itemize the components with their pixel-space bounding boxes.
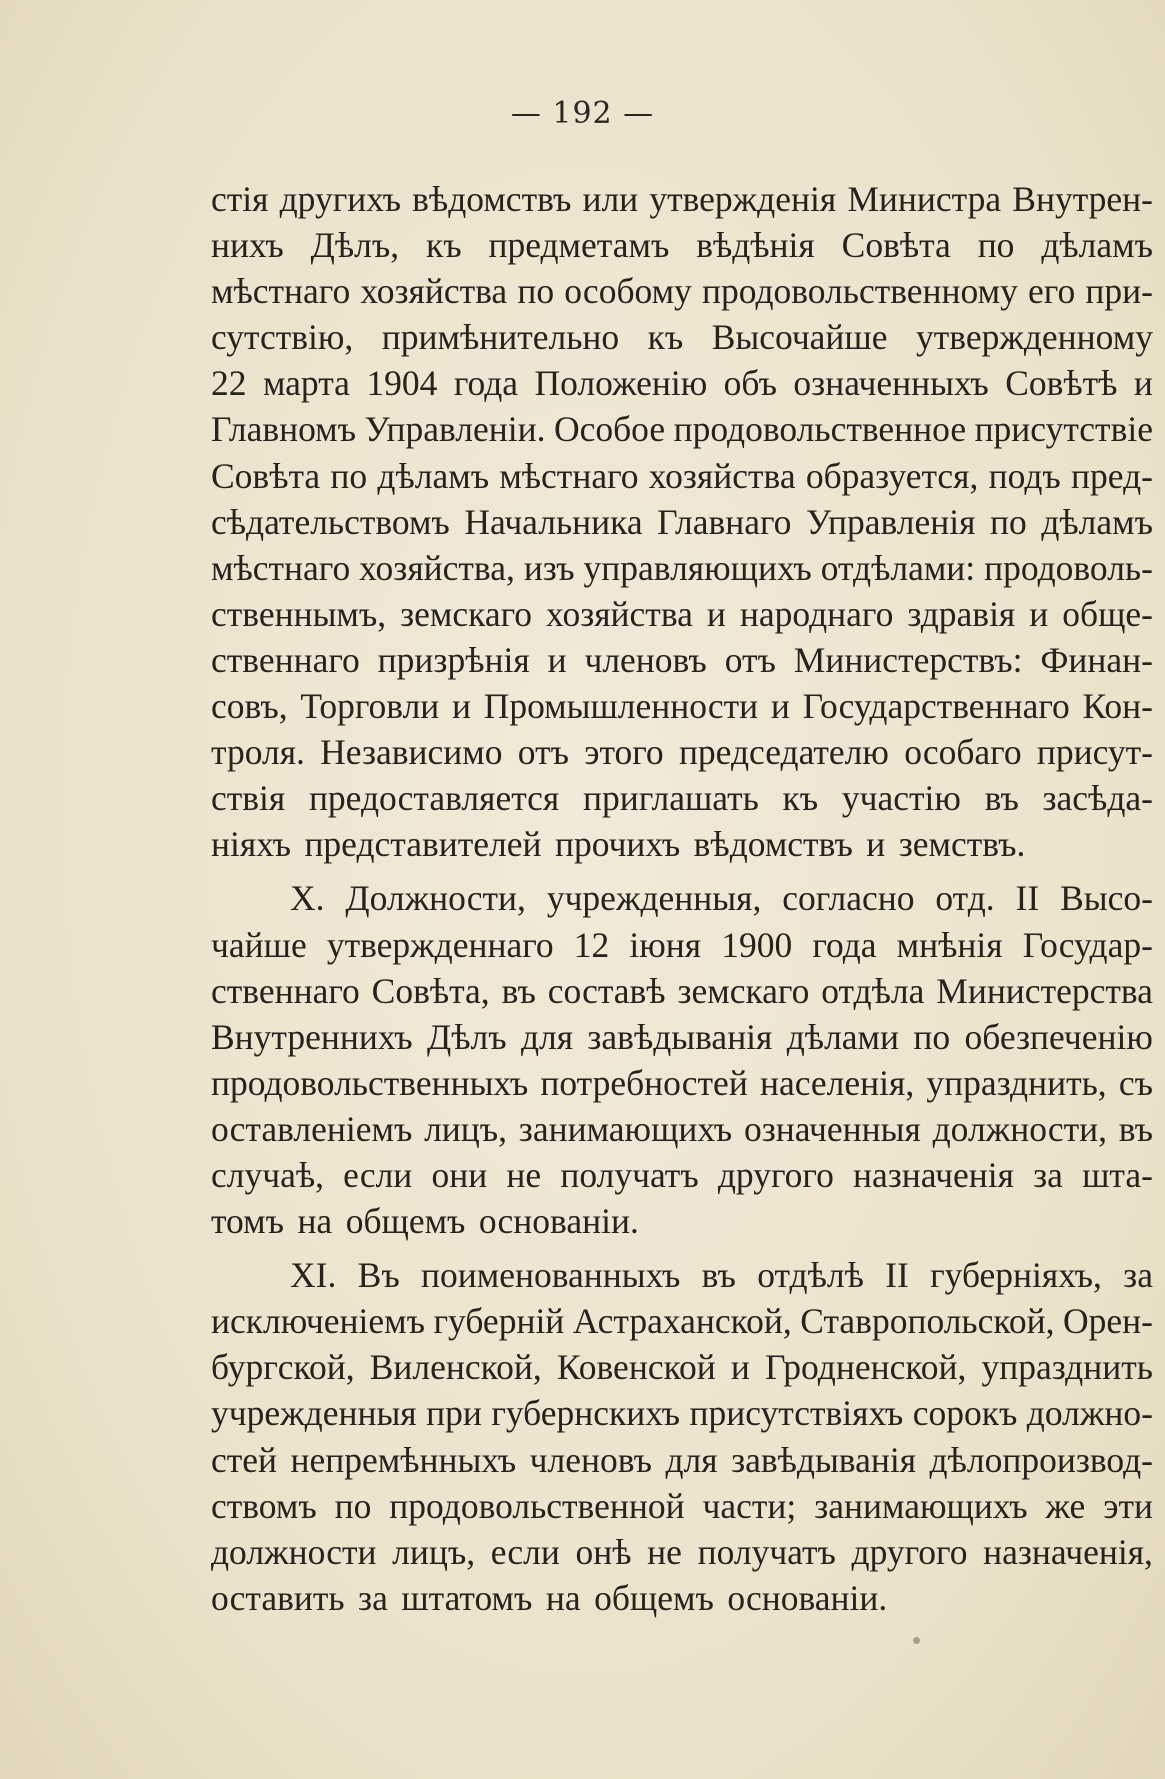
word: и — [866, 824, 886, 865]
word: обще- — [1062, 593, 1153, 634]
text-line — [211, 545, 1153, 591]
text-line — [211, 637, 1153, 683]
word: они — [431, 1154, 488, 1195]
word: представителей — [304, 824, 542, 865]
word: Министра — [847, 179, 1002, 219]
word: же — [1045, 1485, 1086, 1526]
word: и — [706, 593, 726, 634]
word: губерній — [433, 1301, 565, 1342]
text-line — [211, 360, 1153, 406]
word: пред- — [1071, 455, 1153, 496]
text-line — [211, 1060, 1153, 1106]
word: оставить — [211, 1577, 345, 1618]
word: должности — [211, 1531, 377, 1572]
word: утвержденнаго — [326, 924, 554, 965]
word: Торговли — [300, 686, 440, 727]
word: должно- — [1026, 1393, 1153, 1434]
word: марта — [262, 363, 350, 404]
document-body — [211, 176, 1153, 1621]
word: обезпеченію — [964, 1016, 1153, 1057]
word: губерніяхъ, — [930, 1255, 1102, 1296]
word: отдѣлѣ — [757, 1255, 864, 1296]
word: Главномъ — [211, 409, 356, 450]
word: части; — [702, 1485, 797, 1526]
word: отдѣла — [821, 970, 925, 1011]
word: завѣдыванія — [587, 1016, 773, 1057]
word: II — [885, 1255, 909, 1296]
word: ствомъ — [211, 1485, 317, 1526]
word: Кон- — [1082, 686, 1153, 727]
word: особаго — [904, 732, 1022, 773]
word: продовольственной — [389, 1485, 685, 1526]
word: Министерства — [936, 970, 1153, 1011]
text-line — [211, 1152, 1153, 1198]
word: 22 — [211, 363, 247, 404]
word: общемъ — [345, 1201, 466, 1242]
word: Орен- — [1063, 1301, 1153, 1342]
word: ніяхъ — [211, 824, 291, 865]
word: общемъ — [594, 1577, 714, 1618]
word: сутствію, — [211, 317, 354, 358]
word: вѣдомствъ — [693, 824, 853, 865]
word: дѣламъ — [377, 455, 490, 496]
word: учрежденныя, — [546, 878, 762, 919]
word: за — [358, 1577, 388, 1618]
word: при — [426, 1393, 482, 1434]
word: призрѣнія — [377, 639, 530, 680]
word: шта- — [1082, 1154, 1153, 1195]
word: утвержденному — [916, 317, 1153, 358]
word: ственнаго — [211, 639, 360, 680]
word: дѣламъ — [1041, 225, 1153, 266]
word: Дѣлъ, — [310, 225, 400, 266]
word: Совѣта — [841, 225, 951, 266]
word: хозяйства — [360, 271, 508, 312]
word: онѣ — [575, 1531, 632, 1572]
word: ственнымъ, — [211, 593, 387, 634]
word: этого — [584, 732, 664, 773]
word: къ — [647, 317, 684, 358]
word: здравія — [907, 593, 1016, 634]
word: Положенію — [534, 363, 708, 404]
word: къ — [782, 778, 819, 819]
word: іюня — [629, 924, 702, 965]
word: совъ, — [211, 686, 288, 727]
page-number: — 192 — — [510, 96, 655, 131]
text-line — [211, 922, 1153, 968]
word: продовольственныхъ — [211, 1062, 529, 1103]
word: согласно — [782, 878, 915, 919]
word: сорокъ — [912, 1393, 1018, 1434]
word: Государственнаго — [802, 686, 1070, 727]
word: по — [977, 225, 1015, 266]
text-line — [211, 1483, 1153, 1529]
word: или — [582, 179, 639, 219]
word: особому — [564, 271, 692, 312]
paragraph-gap — [211, 1244, 1153, 1252]
text-line — [211, 821, 1153, 867]
text-line — [211, 1106, 1153, 1152]
word: Главнаго — [657, 501, 792, 542]
word: управляющихъ — [583, 547, 812, 588]
word: чайше — [211, 924, 307, 965]
word: не — [506, 1154, 542, 1195]
paragraph — [211, 176, 1153, 867]
word: и — [730, 1347, 750, 1388]
word: томъ — [211, 1201, 284, 1242]
word: приглашать — [582, 778, 759, 819]
word: штатомъ — [401, 1577, 533, 1618]
text-line — [211, 1390, 1153, 1436]
word: примѣнительно — [381, 317, 620, 358]
word: Министерствъ: — [793, 639, 1023, 680]
word: по — [990, 501, 1027, 542]
text-line — [211, 1014, 1153, 1060]
word: и — [1029, 593, 1049, 634]
word: упразднить — [981, 1347, 1153, 1388]
word: Начальника — [464, 501, 643, 542]
word: если — [343, 1154, 413, 1195]
word: Совѣтѣ — [1005, 363, 1118, 404]
word: занимающихъ — [518, 1108, 733, 1149]
word: случаѣ, — [211, 1154, 324, 1195]
word: Финан- — [1040, 639, 1153, 680]
paragraph — [211, 1252, 1153, 1621]
word: хозяйства — [648, 455, 796, 496]
text-line — [211, 591, 1153, 637]
word: должности, — [932, 1108, 1107, 1149]
word: Гродненской, — [765, 1347, 967, 1388]
word: при- — [1085, 271, 1153, 312]
word: Должности, — [345, 878, 526, 919]
text-line — [211, 176, 1153, 222]
word: предоставляется — [308, 778, 560, 819]
word: учрежденныя — [211, 1393, 417, 1434]
word: членовъ — [584, 639, 707, 680]
word: если — [490, 1531, 560, 1572]
word: мнѣнія — [896, 924, 1003, 965]
word: непремѣнныхъ — [290, 1439, 517, 1480]
word: года — [453, 363, 519, 404]
word: назначенія, — [983, 1531, 1153, 1572]
text-line — [211, 314, 1153, 360]
word: потребностей — [540, 1062, 748, 1103]
word: земскаго — [677, 970, 810, 1011]
word: года — [812, 924, 877, 965]
word: другого — [851, 1531, 968, 1572]
word: другого — [717, 1154, 834, 1195]
word: бургской, — [211, 1347, 355, 1388]
word: къ — [425, 225, 462, 266]
word: за — [1033, 1154, 1063, 1195]
word: Независимо — [320, 732, 503, 773]
word: земствъ. — [898, 824, 1026, 865]
word: губернскихъ — [491, 1393, 681, 1434]
word: Внутрен- — [1012, 179, 1153, 219]
word: поименованныхъ — [420, 1255, 681, 1296]
word: и — [770, 686, 790, 727]
word: вѣдомствъ — [412, 179, 572, 219]
word: стей — [211, 1439, 278, 1480]
word: на — [545, 1577, 581, 1618]
word: оставленіемъ — [211, 1108, 413, 1149]
word: хозяйства, — [359, 547, 515, 588]
word: на — [297, 1201, 333, 1242]
paragraph-gap — [211, 867, 1153, 875]
word: эти — [1103, 1485, 1153, 1526]
word: населенія, — [759, 1062, 915, 1103]
word: Ковенской — [556, 1347, 716, 1388]
text-line — [211, 499, 1153, 545]
word: подъ — [988, 455, 1061, 496]
word: Управленія — [805, 501, 976, 542]
word: предметамъ — [488, 225, 670, 266]
text-line — [211, 1344, 1153, 1390]
word: продовольственное — [673, 409, 967, 450]
word: Виленской, — [369, 1347, 542, 1388]
word: председателю — [678, 732, 889, 773]
text-line — [211, 875, 1153, 921]
word: продоволь- — [984, 547, 1153, 588]
word: получатъ — [560, 1154, 699, 1195]
text-line — [211, 729, 1153, 775]
word: Высочайше — [711, 317, 888, 358]
word: въ — [501, 970, 536, 1011]
text-line — [211, 1198, 1153, 1244]
word: занимающихъ — [814, 1485, 1028, 1526]
word: земскаго — [400, 593, 533, 634]
word: продовольственному — [701, 271, 1018, 312]
word: народнаго — [739, 593, 894, 634]
word: другихъ — [279, 179, 402, 219]
word: троля. — [211, 732, 305, 773]
word: засѣда- — [1042, 778, 1153, 819]
word: присутствіяхъ — [689, 1393, 904, 1434]
word: мѣстнаго — [211, 547, 351, 588]
word: присут- — [1036, 732, 1153, 773]
word: Управленіи. — [364, 409, 546, 450]
word: въ — [1118, 1108, 1153, 1149]
word: Промышленности — [483, 686, 759, 727]
text-line — [211, 222, 1153, 268]
word: ственнаго — [211, 970, 360, 1011]
word: получатъ — [697, 1531, 836, 1572]
word: объ — [723, 363, 777, 404]
word: и — [547, 639, 567, 680]
word: прочихъ — [554, 824, 681, 865]
word: означенныя — [743, 1108, 921, 1149]
word: по — [334, 1485, 372, 1526]
word: изъ — [523, 547, 575, 588]
word: 1900 — [721, 924, 793, 965]
word: Дѣлъ — [427, 1016, 507, 1057]
word: отъ — [517, 732, 569, 773]
word: составѣ — [547, 970, 666, 1011]
word: для — [520, 1016, 574, 1057]
word: лицъ, — [392, 1531, 476, 1572]
word: Особое — [553, 409, 666, 450]
word: завѣдыванія — [731, 1439, 917, 1480]
word: его — [1028, 271, 1076, 312]
word: мѣстнаго — [211, 271, 351, 312]
word: сѣдательствомъ — [211, 501, 450, 542]
text-line — [211, 968, 1153, 1014]
paragraph — [211, 875, 1153, 1244]
text-line — [211, 1575, 1153, 1621]
text-line — [211, 1252, 1153, 1298]
word: Астраханской, — [572, 1301, 792, 1342]
word: лицъ, — [424, 1108, 508, 1149]
word: стія — [211, 179, 269, 219]
word: и — [451, 686, 471, 727]
text-line — [211, 1437, 1153, 1483]
word: дѣлопроизвод- — [929, 1439, 1153, 1480]
word: по — [330, 455, 368, 496]
word: назначенія — [853, 1154, 1014, 1195]
word: не — [647, 1531, 682, 1572]
word: утвержденія — [649, 179, 837, 219]
word: Совѣта, — [371, 970, 490, 1011]
text-line — [211, 683, 1153, 729]
word: XI. — [290, 1255, 337, 1296]
word: отъ — [724, 639, 776, 680]
word: 1904 — [366, 363, 438, 404]
text-line — [211, 406, 1153, 452]
word: дѣламъ — [1041, 501, 1153, 542]
text-line — [211, 268, 1153, 314]
word: дѣлами — [786, 1016, 900, 1057]
word: упразднить, — [926, 1062, 1107, 1103]
word: 12 — [573, 924, 610, 965]
word: присутствіе — [974, 409, 1153, 450]
word: II — [1015, 878, 1040, 919]
word: по — [913, 1016, 951, 1057]
word: хозяйства — [546, 593, 693, 634]
text-line — [211, 1529, 1153, 1575]
word: участію — [841, 778, 961, 819]
word: для — [665, 1439, 718, 1480]
word: ствія — [211, 778, 286, 819]
word: X. — [290, 878, 325, 919]
word: Ставропольской, — [800, 1301, 1055, 1342]
word: мѣстнаго — [499, 455, 639, 496]
word: отдѣлами: — [820, 547, 976, 588]
word: и — [1133, 363, 1153, 404]
word: исключеніемъ — [211, 1301, 425, 1342]
word: въ — [984, 778, 1019, 819]
text-line — [211, 1298, 1153, 1344]
word: образуется, — [805, 455, 979, 496]
word: Совѣта — [211, 455, 321, 496]
word: означенныхъ — [793, 363, 989, 404]
word: въ — [701, 1255, 736, 1296]
word: членовъ — [529, 1439, 652, 1480]
word: основаніи. — [727, 1577, 888, 1618]
paper-speck — [913, 1637, 920, 1644]
text-line — [211, 775, 1153, 821]
word: Внутреннихъ — [211, 1016, 413, 1057]
word: нихъ — [211, 225, 284, 266]
word: за — [1123, 1255, 1153, 1296]
word: основаніи. — [478, 1201, 639, 1242]
word: съ — [1118, 1062, 1153, 1103]
word: отд. — [935, 878, 995, 919]
word: вѣдѣнія — [696, 225, 815, 266]
word: Государ- — [1022, 924, 1153, 965]
word: по — [517, 271, 555, 312]
word: Высо- — [1060, 878, 1153, 919]
text-line — [211, 453, 1153, 499]
word: Въ — [357, 1255, 400, 1296]
